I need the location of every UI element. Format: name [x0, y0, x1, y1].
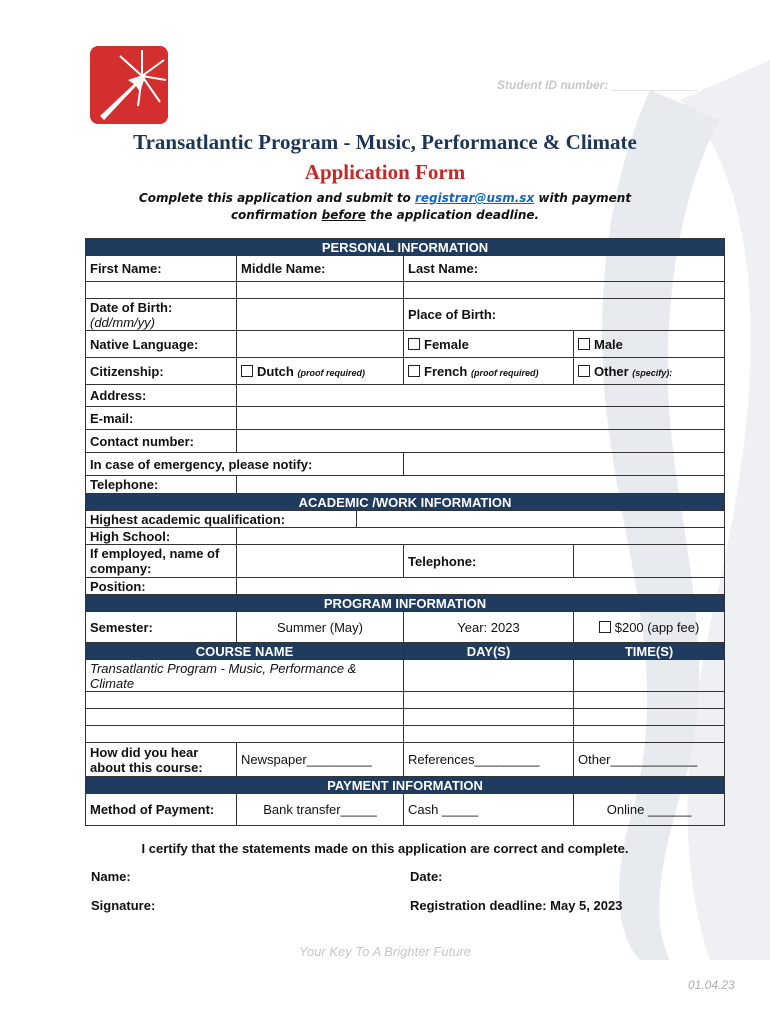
address-field[interactable]: [237, 385, 725, 407]
work-telephone-field[interactable]: [574, 545, 725, 578]
course-name-field-3[interactable]: [86, 709, 404, 726]
emergency-telephone-label: Telephone:: [86, 476, 237, 494]
course-name-field-4[interactable]: [86, 726, 404, 743]
emergency-telephone-field[interactable]: [237, 476, 725, 494]
intro-instructions: [100, 190, 670, 224]
gender-male-option[interactable]: [574, 331, 725, 358]
intro-before: before: [321, 208, 366, 222]
checkbox-icon[interactable]: [408, 338, 420, 350]
student-id-line: Student ID number: _____________: [497, 78, 699, 92]
intro-text-1: Complete this application and submit to: [138, 191, 415, 205]
course-days-field[interactable]: [404, 660, 574, 692]
employer-label: If employed, name of company:: [86, 545, 237, 578]
citizenship-other-option[interactable]: [574, 358, 725, 385]
semester-value: Summer (May): [237, 612, 404, 643]
last-name-field[interactable]: [404, 282, 725, 299]
checkbox-icon[interactable]: [578, 338, 590, 350]
middle-name-field[interactable]: [237, 282, 404, 299]
course-days-field-2[interactable]: [404, 692, 574, 709]
payment-online[interactable]: Online ______: [574, 794, 725, 826]
last-name-label: Last Name:: [404, 256, 725, 282]
dob-field[interactable]: [237, 299, 404, 331]
intro-text-3: the application deadline.: [365, 208, 540, 222]
dob-format: (dd/mm/yy): [90, 314, 155, 330]
emergency-contact-field[interactable]: [404, 453, 725, 476]
app-fee-label: $200 (app fee): [614, 619, 700, 635]
payment-cash[interactable]: Cash _____: [404, 794, 574, 826]
position-label: Position:: [86, 578, 237, 595]
employer-field[interactable]: [237, 545, 404, 578]
year-value: Year: 2023: [404, 612, 574, 643]
citizenship-dutch-option[interactable]: [237, 358, 404, 385]
first-name-label: First Name:: [86, 256, 237, 282]
how-heard-other[interactable]: Other____________: [574, 743, 725, 777]
course-name-header: COURSE NAME: [86, 643, 404, 660]
application-table: [85, 238, 725, 826]
email-field[interactable]: [237, 407, 725, 430]
semester-label: Semester:: [86, 612, 237, 643]
course-name-field-2[interactable]: [86, 692, 404, 709]
french-note: (proof required): [470, 367, 539, 378]
other-note: (specify):: [632, 367, 673, 378]
dutch-label: Dutch: [257, 363, 294, 379]
course-days-field-4[interactable]: [404, 726, 574, 743]
emergency-contact-label: In case of emergency, please notify:: [86, 453, 404, 476]
course-times-field-2[interactable]: [574, 692, 725, 709]
page-subtitle: Application Form: [304, 160, 466, 184]
dutch-note: (proof required): [297, 367, 365, 378]
female-label: Female: [424, 336, 469, 352]
male-label: Male: [594, 336, 623, 352]
signoff-name-label[interactable]: Name:: [91, 869, 131, 884]
checkbox-icon[interactable]: [241, 365, 253, 377]
academic-info-header: ACADEMIC /WORK INFORMATION: [86, 494, 725, 511]
checkbox-icon[interactable]: [578, 365, 590, 377]
highest-qualification-label: Highest academic qualification:: [86, 511, 357, 528]
course-times-field[interactable]: [574, 660, 725, 692]
version-date: 01.04.23: [688, 978, 735, 992]
first-name-field[interactable]: [86, 282, 237, 299]
signoff-date-label[interactable]: Date:: [410, 869, 443, 884]
dob-label: [86, 299, 237, 331]
contact-number-field[interactable]: [237, 430, 725, 453]
footer-tagline: Your Key To A Brighter Future: [299, 944, 471, 959]
citizenship-french-option[interactable]: [404, 358, 574, 385]
place-of-birth-label[interactable]: Place of Birth:: [404, 299, 725, 331]
french-label: French: [424, 363, 468, 379]
personal-info-header: PERSONAL INFORMATION: [86, 239, 725, 256]
intro-text-2: with payment confirmation: [230, 191, 632, 222]
native-language-field[interactable]: [237, 331, 404, 358]
payment-method-label: Method of Payment:: [86, 794, 237, 826]
registrar-email-link[interactable]: registrar@usm.sx: [414, 191, 535, 205]
native-language-label: Native Language:: [86, 331, 237, 358]
program-info-header: PROGRAM INFORMATION: [86, 595, 725, 612]
app-fee-option[interactable]: [574, 612, 725, 643]
email-label: E-mail:: [86, 407, 237, 430]
how-heard-newspaper[interactable]: Newspaper_________: [237, 743, 404, 777]
registration-deadline: Registration deadline: May 5, 2023: [410, 898, 623, 913]
how-heard-references[interactable]: References_________: [404, 743, 574, 777]
address-label: Address:: [86, 385, 237, 407]
signature-label[interactable]: Signature:: [91, 898, 156, 913]
course-times-field-4[interactable]: [574, 726, 725, 743]
course-name-cell: Transatlantic Program - Music, Performance & Climate: [86, 660, 404, 692]
days-header: DAY(S): [404, 643, 574, 660]
how-heard-label: How did you hear about this course:: [86, 743, 237, 777]
payment-bank-transfer[interactable]: Bank transfer_____: [237, 794, 404, 826]
contact-number-label: Contact number:: [86, 430, 237, 453]
high-school-field[interactable]: [237, 528, 725, 545]
application-form: [85, 238, 724, 826]
work-telephone-label: Telephone:: [404, 545, 574, 578]
payment-info-header: PAYMENT INFORMATION: [86, 777, 725, 794]
middle-name-label: Middle Name:: [237, 256, 404, 282]
university-logo: [90, 46, 168, 124]
checkbox-icon[interactable]: [599, 621, 611, 633]
position-field[interactable]: [237, 578, 725, 595]
dob-label-text: Date of Birth:: [90, 299, 173, 315]
course-days-field-3[interactable]: [404, 709, 574, 726]
highest-qualification-field[interactable]: [357, 511, 725, 528]
other-label: Other: [594, 363, 629, 379]
gender-female-option[interactable]: [404, 331, 574, 358]
page-title: Transatlantic Program - Music, Performance & Climate: [133, 130, 637, 154]
high-school-label: High School:: [86, 528, 237, 545]
checkbox-icon[interactable]: [408, 365, 420, 377]
citizenship-label: Citizenship:: [86, 358, 237, 385]
course-times-field-3[interactable]: [574, 709, 725, 726]
times-header: TIME(S): [574, 643, 725, 660]
certification-statement: I certify that the statements made on this application are correct and complete.: [141, 841, 629, 856]
